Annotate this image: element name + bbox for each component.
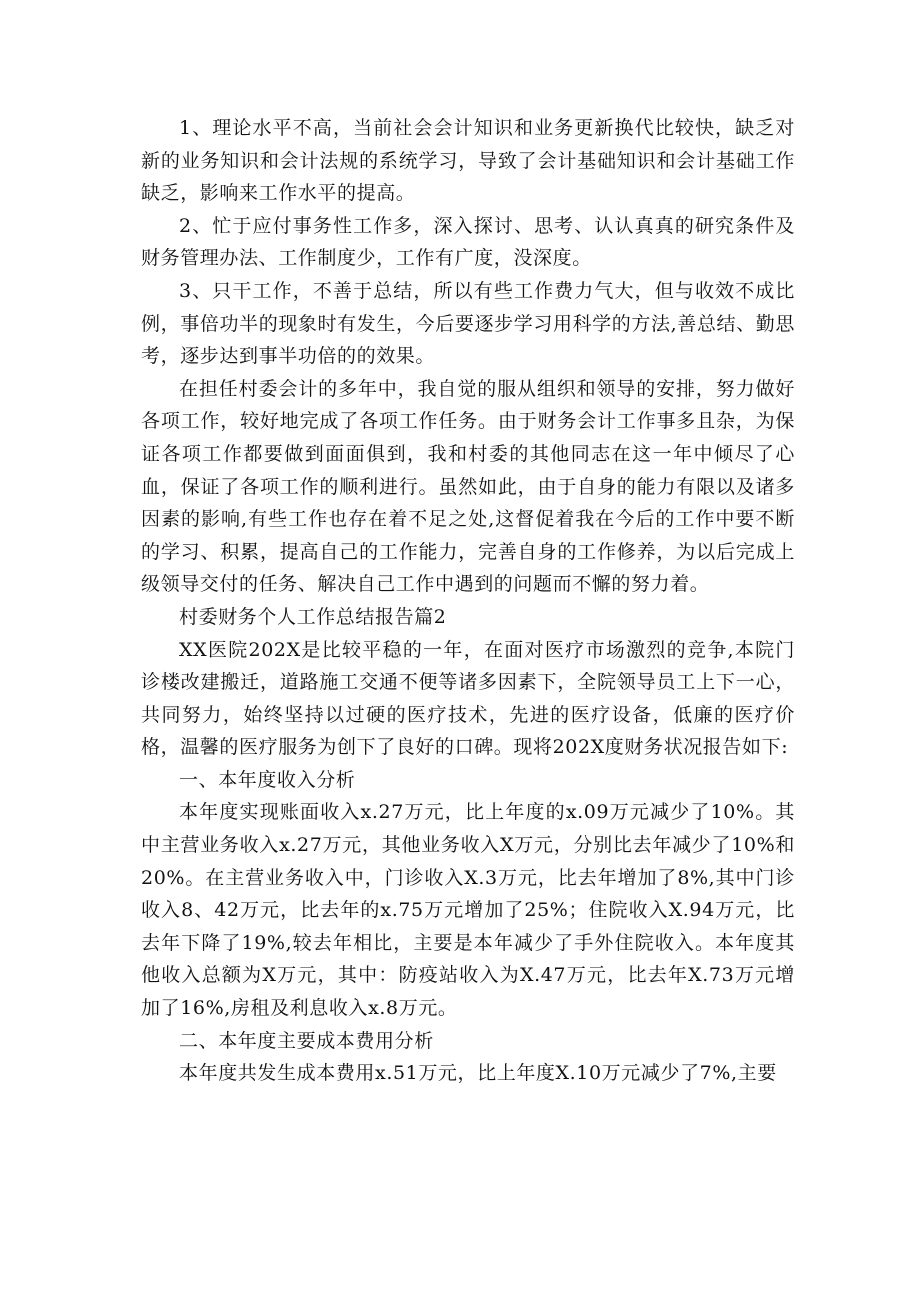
paragraph-hospital-intro: XX医院202X是比较平稳的一年，在面对医疗市场激烈的竞争,本院门诊楼改建搬迁，道路施工交通不便等诸多因素下，全院领导员工上下一心，共同努力，始终坚持以过硬的医疗技术，先进的医疗设备，低廉的医疗价格，温馨的医疗服务为创下了良好的口碑。现将202X度财务状况报告如下: — [141, 638, 795, 759]
paragraph-cost-details: 本年度共发生成本费用x.51万元，比上年度X.10万元减少了7%,主要 — [179, 1062, 777, 1085]
paragraph-income-details: 本年度实现账面收入x.27万元，比上年度的x.09万元减少了10%。其中主营业务收入x.27万元，其他业务收入X万元，分别比去年减少了10%和20%。在主营业务收入中，门诊收入X.3万元，比去年增加了8%,其中门诊收入8、42万元，比去年的x.75万元增加了25%；住院收入X.94万元，比去年下降了19%,较去年相比，主要是本年减少了手外住院收入。本年度其他收入总额为X万元，其中：防疫站收入为X.47万元，比去年X.73万元增加了16%,房租及利息收入x.8万元。 — [141, 801, 795, 1020]
paragraph-deficiency-1: 1、理论水平不高，当前社会会计知识和业务更新换代比较快，缺乏对新的业务知识和会计法规的系统学习，导致了会计基础知识和会计基础工作缺乏，影响来工作水平的提高。 — [141, 117, 795, 205]
paragraph-summary: 在担任村委会计的多年中，我自觉的服从组织和领导的安排，努力做好各项工作，较好地完成了各项工作任务。由于财务会计工作事多且杂，为保证各项工作都要做到面面俱到，我和村委的其他同志在这一年中倾尽了心血，保证了各项工作的顺利进行。虽然如此，由于自身的能力有限以及诸多因素的影响,有些工作也存在着不足之处,这督促着我在今后的工作中要不断的学习、积累，提高自己的工作能力，完善自身的工作修养，为以后完成上级领导交付的任务、解决自己工作中遇到的问题而不懈的努力着。 — [141, 377, 795, 596]
paragraph-deficiency-2: 2、忙于应付事务性工作多，深入探讨、思考、认认真真的研究条件及财务管理办法、工作制度少，工作有广度，没深度。 — [141, 214, 795, 270]
document-page — [141, 112, 795, 1090]
heading-cost-analysis: 二、本年度主要成本费用分析 — [179, 1029, 434, 1052]
heading-income-analysis: 一、本年度收入分析 — [179, 768, 356, 791]
paragraph-deficiency-3: 3、只干工作，不善于总结，所以有些工作费力气大，但与收效不成比例，事倍功半的现象时有发生，今后要逐步学习用科学的方法,善总结、勤思考，逐步达到事半功倍的的效果。 — [141, 279, 795, 368]
section-title-report-2: 村委财务个人工作总结报告篇2 — [179, 605, 447, 628]
